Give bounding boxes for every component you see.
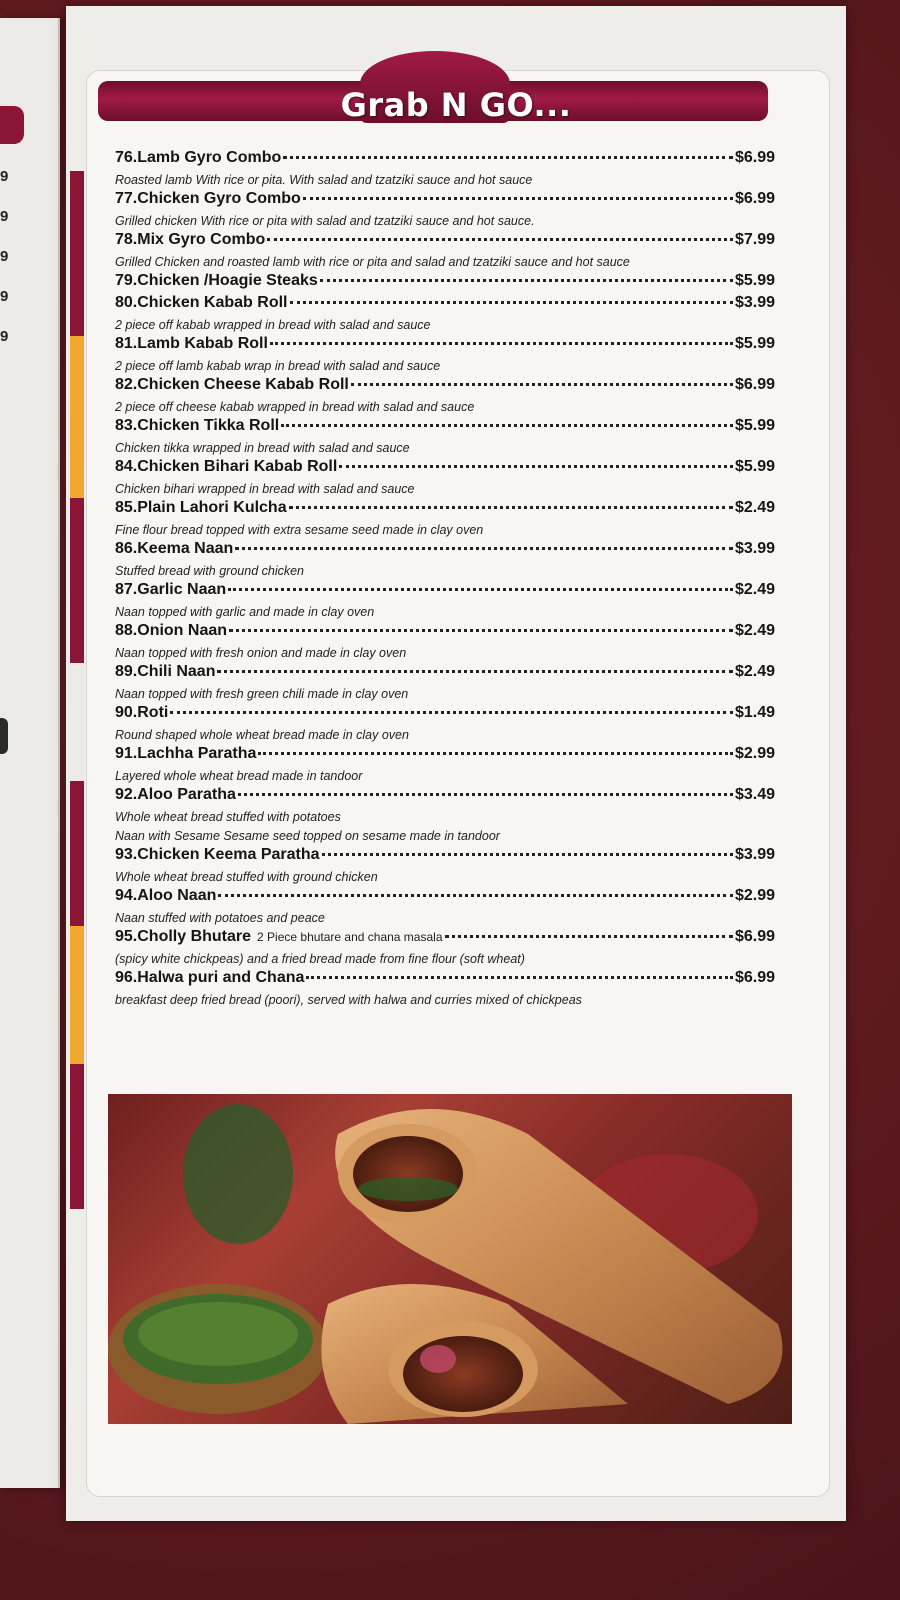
menu-item [115, 622, 775, 644]
menu-item-description: Layered whole wheat bread made in tandoor [115, 769, 363, 783]
menu-item-price: $2.49 [734, 663, 775, 680]
menu-item-price: $3.49 [734, 786, 775, 803]
dot-leader [290, 301, 733, 304]
menu-item-name: 81.Lamb Kabab Roll [115, 335, 268, 352]
menu-item-note: 2 Piece bhutare and chana masala [257, 930, 443, 944]
menu-item-description: Naan topped with garlic and made in clay oven [115, 605, 375, 619]
menu-item-name: 78.Mix Gyro Combo [115, 231, 266, 248]
menu-item-name: 83.Chicken Tikka Roll [115, 417, 280, 434]
menu-item-price: $5.99 [734, 458, 775, 475]
menu-item-price: $3.99 [734, 540, 775, 557]
menu-item-name: 80.Chicken Kabab Roll [115, 294, 288, 311]
menu-item-name: 85.Plain Lahori Kulcha [115, 499, 287, 516]
menu-item-description: 2 piece off cheese kabab wrapped in bread with salad and sauce [115, 400, 475, 414]
menu-item [115, 499, 775, 521]
dot-leader [289, 506, 733, 509]
left-page-digits [0, 168, 14, 368]
dot-leader [238, 793, 733, 796]
menu-item-name: 87.Garlic Naan [115, 581, 227, 598]
menu-item-name: 86.Keema Naan [115, 540, 234, 557]
menu-item [115, 969, 775, 991]
menu-item-description: Naan topped with fresh green chili made in clay oven [115, 687, 409, 701]
kabab-roll-illustration [108, 1094, 792, 1424]
dot-leader [351, 383, 733, 386]
menu-item-description: Naan with Sesame Sesame seed topped on sesame made in tandoor [115, 829, 500, 843]
dot-leader [283, 156, 733, 159]
menu-item-description: Whole wheat bread stuffed with potatoes [115, 810, 341, 824]
menu-item-price: $3.99 [734, 846, 775, 863]
menu-item-name: 96.Halwa puri and Chana [115, 969, 305, 986]
menu-item [115, 928, 775, 950]
side-stripe [70, 171, 84, 1216]
menu-item-description: Stuffed bread with ground chicken [115, 564, 305, 578]
menu-item-price: $6.99 [734, 969, 775, 986]
menu-item-price: $7.99 [734, 231, 775, 248]
menu-item-name: 93.Chicken Keema Paratha [115, 846, 320, 863]
menu-item [115, 417, 775, 439]
menu-item-description: Whole wheat bread stuffed with ground chicken [115, 870, 378, 884]
dot-leader [267, 238, 733, 241]
dot-leader [217, 670, 732, 673]
left-page-tab [0, 106, 24, 144]
menu-item-price: $5.99 [734, 417, 775, 434]
menu-item-name: 76.Lamb Gyro Combo [115, 149, 282, 166]
menu-item-name: 91.Lachha Paratha [115, 745, 257, 762]
menu-item-price: $2.99 [734, 887, 775, 904]
menu-item [115, 190, 775, 212]
menu-item-price: $6.99 [734, 928, 775, 945]
menu-item-name: 90.Roti [115, 704, 169, 721]
menu-item [115, 540, 775, 562]
menu-item [115, 272, 775, 294]
dot-leader [235, 547, 733, 550]
left-digit: 9 [0, 248, 9, 265]
menu-item [115, 149, 775, 171]
menu-item-price: $5.99 [734, 272, 775, 289]
menu-item-price: $1.49 [734, 704, 775, 721]
dot-leader [281, 424, 733, 427]
page-title: Grab N GO... [340, 86, 572, 124]
dot-leader [303, 197, 733, 200]
menu-item-name: 94.Aloo Naan [115, 887, 217, 904]
menu-item-description: Naan stuffed with potatoes and peace [115, 911, 325, 925]
menu-item [115, 294, 775, 316]
menu-item-description: Grilled chicken With rice or pita with salad and tzatziki sauce and hot sauce. [115, 214, 535, 228]
menu-item-description: Grilled Chicken and roasted lamb with rice or pita and salad and tzatziki sauce and hot sauce [115, 255, 630, 269]
menu-item-description: Round shaped whole wheat bread made in clay oven [115, 728, 409, 742]
menu-item-price: $2.99 [734, 745, 775, 762]
menu-item-description: 2 piece off kabab wrapped in bread with salad and sauce [115, 318, 431, 332]
menu-item-name: 84.Chicken Bihari Kabab Roll [115, 458, 338, 475]
dot-leader [306, 976, 733, 979]
menu-item [115, 704, 775, 726]
menu-item-description: breakfast deep fried bread (poori), served with halwa and curries mixed of chickpeas [115, 993, 582, 1007]
menu-item-price: $6.99 [734, 190, 775, 207]
menu-item-description: Chicken tikka wrapped in bread with salad and sauce [115, 441, 410, 455]
dot-leader [445, 935, 733, 938]
menu-item-price: $6.99 [734, 149, 775, 166]
menu-item-name: 89.Chili Naan [115, 663, 216, 680]
left-digit: 9 [0, 168, 9, 185]
menu-item-name: 77.Chicken Gyro Combo [115, 190, 301, 207]
menu-item-name: 92.Aloo Paratha [115, 786, 236, 803]
menu-item-price: $2.49 [734, 499, 775, 516]
dot-leader [170, 711, 733, 714]
menu-item-price: $3.99 [734, 294, 775, 311]
left-page [0, 18, 60, 1488]
dot-leader [228, 588, 733, 591]
menu-item [115, 231, 775, 253]
dot-leader [320, 279, 733, 282]
left-digit: 9 [0, 328, 9, 345]
menu-item-description: 2 piece off lamb kabab wrap in bread with salad and sauce [115, 359, 441, 373]
menu-item-description: Chicken bihari wrapped in bread with salad and sauce [115, 482, 415, 496]
menu-item [115, 846, 775, 868]
menu-item-price: $2.49 [734, 622, 775, 639]
menu-item [115, 745, 775, 767]
menu-item [115, 887, 775, 909]
menu-item [115, 786, 775, 808]
left-digit: 9 [0, 208, 9, 225]
dot-leader [339, 465, 733, 468]
menu-item-description: Naan topped with fresh onion and made in clay oven [115, 646, 407, 660]
menu-item-price: $5.99 [734, 335, 775, 352]
menu-item [115, 458, 775, 480]
left-digit: 9 [0, 288, 9, 305]
menu-item-description: Roasted lamb With rice or pita. With salad and tzatziki sauce and hot sauce [115, 173, 533, 187]
menu-item-description: (spicy white chickpeas) and a fried bread made from fine flour (soft wheat) [115, 952, 525, 966]
menu-item-description: Fine flour bread topped with extra sesame seed made in clay oven [115, 523, 484, 537]
dot-leader [322, 853, 733, 856]
dot-leader [218, 894, 733, 897]
left-page-marker [0, 718, 8, 754]
menu-list [115, 149, 775, 1010]
menu-item-name: 82.Chicken Cheese Kabab Roll [115, 376, 349, 393]
menu-item [115, 376, 775, 398]
dot-leader [229, 629, 733, 632]
menu-item-price: $6.99 [734, 376, 775, 393]
menu-item [115, 663, 775, 685]
food-photo [108, 1094, 792, 1424]
menu-item [115, 581, 775, 603]
menu-item-price: $2.49 [734, 581, 775, 598]
menu-item [115, 335, 775, 357]
dot-leader [258, 752, 733, 755]
menu-item-name: 95.Cholly Bhutare [115, 928, 252, 945]
dot-leader [270, 342, 733, 345]
menu-item-name: 88.Onion Naan [115, 622, 228, 639]
menu-item-name: 79.Chicken /Hoagie Steaks [115, 272, 318, 289]
